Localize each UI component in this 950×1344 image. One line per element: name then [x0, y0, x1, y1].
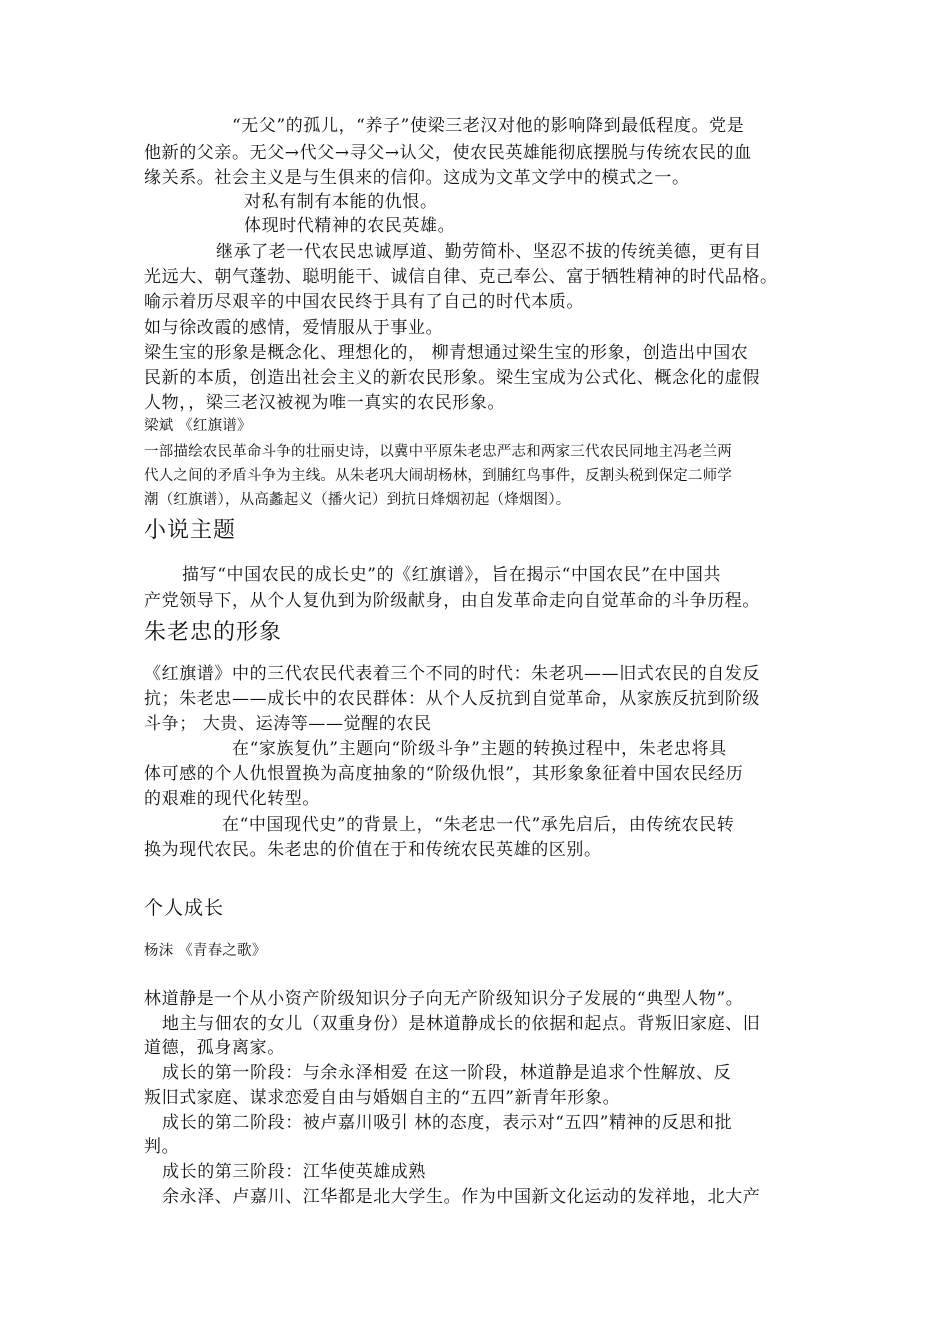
text-line: 代人之间的矛盾斗争为主线。从朱老巩大闹胡杨林，到脯红鸟事件，反割头税到保定二师学: [144, 468, 732, 484]
text-line: 人物，，梁三老汉被视为唯一真实的农民形象。: [144, 393, 506, 413]
text-line: 的艰难的现代化转型。: [144, 789, 320, 809]
text-line: 描写“中国农民的成长史”的《红旗谱》，旨在揭示“中国农民”在中国共: [182, 565, 722, 585]
text-line: 梁生宝的形象是概念化、理想化的， 柳青想通过梁生宝的形象，创造出中国农: [144, 343, 749, 363]
text-line: 在“家族复仇”主题向“阶级斗争”主题的转换过程中，朱老忠将具: [232, 739, 727, 759]
section-heading: 个人成长: [144, 897, 225, 919]
text-line: 成长的第一阶段：与余永泽相爱 在这一阶段，林道静是追求个性解放、反: [162, 1063, 732, 1083]
text-line: 成长的第三阶段：江华使英雄成熟: [162, 1162, 426, 1182]
text-line: 如与徐改霞的感情，爱情服从于事业。: [144, 318, 444, 338]
text-line: 林道静是一个从小资产阶级知识分子向无产阶级知识分子发展的“典型人物”。: [144, 989, 744, 1009]
text-line: 光远大、朝气蓬勃、聪明能干、诚信自律、克己奉公、富于牺牲精神的时代品格。: [144, 267, 778, 287]
text-line: 叛旧式家庭、谋求恋爱自由与婚姻自主的“五四”新青年形象。: [144, 1088, 621, 1108]
author-work: 杨沫 《青春之歌》: [144, 943, 267, 959]
text-line: 抗；朱老忠——成长中的农民群体：从个人反抗到自觉革命，从家族反抗到阶级: [144, 689, 760, 709]
text-line: 体现时代精神的农民英雄。: [244, 216, 456, 236]
text-line: 产党领导下，从个人复仇到为阶级献身，由自发革命走向自觉革命的斗争历程。: [144, 591, 760, 611]
text-line: 在“中国现代史”的背景上，“朱老忠一代”承先启后，由传统农民转: [222, 815, 735, 835]
text-line: 余永泽、卢嘉川、江华都是北大学生。作为中国新文化运动的发祥地，北大产: [162, 1187, 761, 1207]
text-line: 《红旗谱》中的三代农民代表着三个不同的时代：朱老巩——旧式农民的自发反: [144, 664, 760, 684]
text-line: 一部描绘农民革命斗争的壮丽史诗，以冀中平原朱老忠严志和两家三代农民同地主冯老兰两: [144, 444, 732, 460]
text-line: 对私有制有本能的仇恨。: [244, 192, 438, 212]
text-line: 继承了老一代农民忠诚厚道、勤劳简朴、坚忍不拔的传统美德，更有目: [216, 242, 762, 262]
text-line: “无父”的孤儿，“养子”使梁三老汉对他的影响降到最低程度。党是: [232, 116, 745, 136]
text-line: 换为现代农民。朱老忠的价值在于和传统农民英雄的区别。: [144, 840, 602, 860]
text-line: 缘关系。社会主义是与生俱来的信仰。这成为文革文学中的模式之一。: [144, 168, 690, 188]
text-line: 斗争； 大贵、运涛等——觉醒的农民: [144, 714, 432, 734]
author-work: 梁斌 《红旗谱》: [144, 418, 252, 434]
section-heading: 朱老忠的形象: [144, 620, 283, 645]
section-heading: 小说主题: [144, 518, 237, 543]
text-line: 道德，孤身离家。: [144, 1038, 285, 1058]
text-line: 喻示着历尽艰辛的中国农民终于具有了自己的时代本质。: [144, 292, 584, 312]
text-line: 他新的父亲。无父→代父→寻父→认父，使农民英雄能彻底摆脱与传统农民的血: [144, 143, 752, 163]
text-line: 地主与佃农的女儿（双重身份）是林道静成长的依据和起点。背叛旧家庭、旧: [162, 1014, 761, 1034]
text-line: 体可感的个人仇恨置换为高度抽象的“阶级仇恨”，其形象象征着中国农民经历: [144, 764, 744, 784]
text-line: 民新的本质，创造出社会主义的新农民形象。梁生宝成为公式化、概念化的虚假: [144, 368, 760, 388]
text-line: 潮（红旗谱），从高蠡起义（播火记）到抗日烽烟初起（烽烟图）。: [144, 492, 571, 508]
text-line: 判。: [144, 1137, 180, 1157]
text-line: 成长的第二阶段：被卢嘉川吸引 林的态度，表示对“五四”精神的反思和批: [162, 1113, 733, 1133]
